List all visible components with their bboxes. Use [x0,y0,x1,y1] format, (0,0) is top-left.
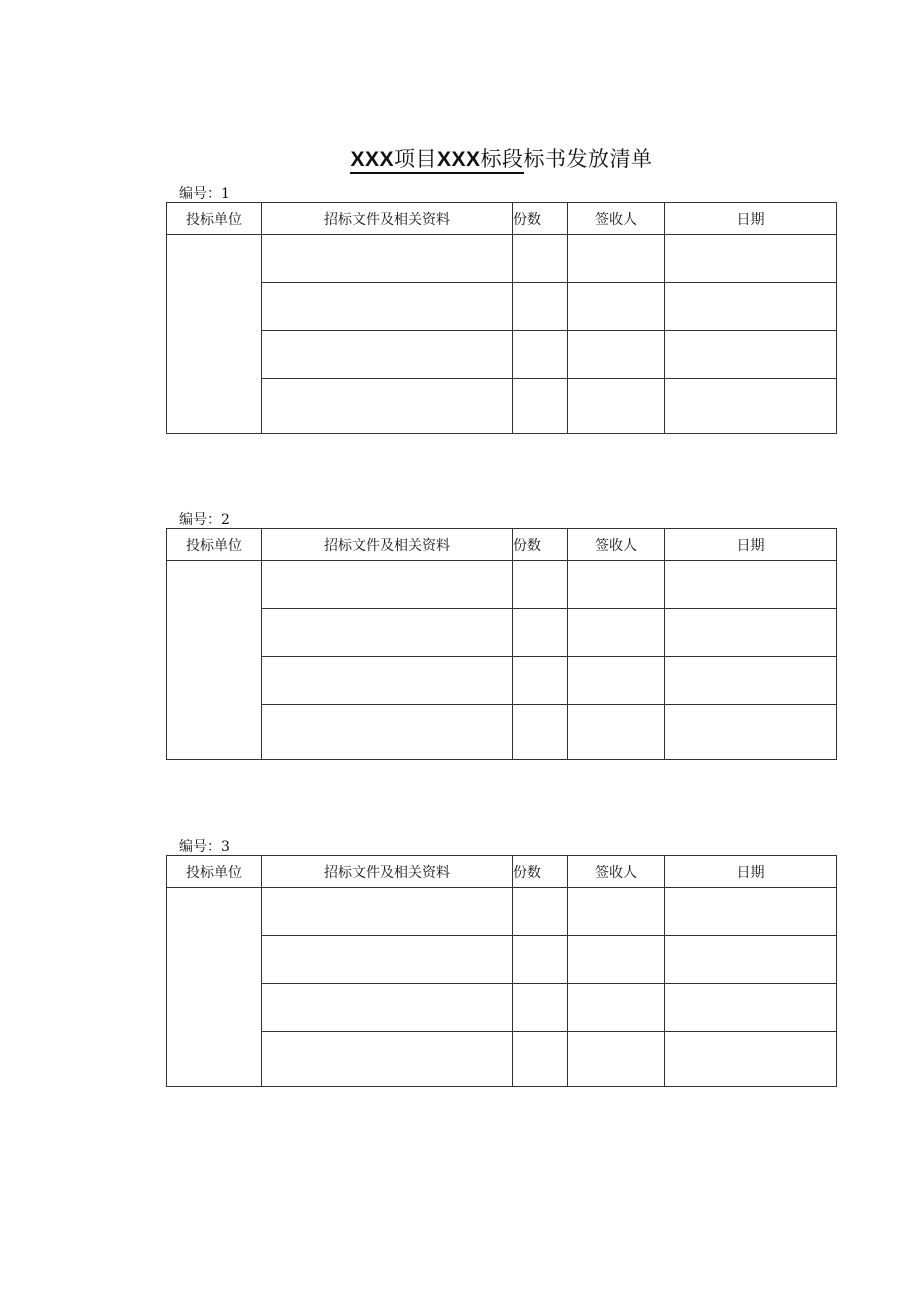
header-signee: 签收人 [568,529,665,561]
copies-cell[interactable] [513,235,568,283]
copies-cell[interactable] [513,561,568,609]
documents-cell[interactable] [262,609,513,657]
date-cell[interactable] [665,657,837,705]
header-documents: 招标文件及相关资料 [262,856,513,888]
bidder-cell[interactable] [167,888,262,1087]
copies-cell[interactable] [513,657,568,705]
table-row [167,331,837,379]
date-cell[interactable] [665,331,837,379]
issue-table [166,855,837,1087]
issue-table [166,528,837,760]
header-signee: 签收人 [568,856,665,888]
signee-cell[interactable] [568,705,665,760]
signee-cell[interactable] [568,984,665,1032]
table-row [167,984,837,1032]
documents-cell[interactable] [262,235,513,283]
documents-cell[interactable] [262,936,513,984]
date-cell[interactable] [665,609,837,657]
documents-cell[interactable] [262,561,513,609]
signee-cell[interactable] [568,888,665,936]
signee-cell[interactable] [568,657,665,705]
document-title [0,143,920,173]
signee-cell[interactable] [568,331,665,379]
table-header-row [167,856,837,888]
title-project-placeholder: XXX [350,148,394,171]
documents-cell[interactable] [262,283,513,331]
table-header-row [167,529,837,561]
header-documents: 招标文件及相关资料 [262,529,513,561]
header-copies: 份数 [513,203,568,235]
header-bidder: 投标单位 [167,203,262,235]
title-project-word: 项目 [394,147,437,171]
title-section-word: 标段 [480,147,524,171]
table-row [167,705,837,760]
title-list-name: 标书发放清单 [523,147,653,171]
issue-table [166,202,837,434]
table-row [167,1032,837,1087]
header-copies: 份数 [513,856,568,888]
documents-cell[interactable] [262,331,513,379]
signee-cell[interactable] [568,283,665,331]
header-copies: 份数 [513,529,568,561]
copies-cell[interactable] [513,379,568,434]
table-header-row [167,203,837,235]
date-cell[interactable] [665,561,837,609]
documents-cell[interactable] [262,1032,513,1087]
table-row [167,561,837,609]
copies-cell[interactable] [513,331,568,379]
signee-cell[interactable] [568,379,665,434]
date-cell[interactable] [665,379,837,434]
table-row [167,283,837,331]
copies-cell[interactable] [513,609,568,657]
signee-cell[interactable] [568,235,665,283]
signee-cell[interactable] [568,936,665,984]
documents-cell[interactable] [262,705,513,760]
header-bidder: 投标单位 [167,856,262,888]
title-section-placeholder: XXX [437,148,481,171]
section-number-label: 编号：3 [179,839,230,855]
date-cell[interactable] [665,283,837,331]
table-row [167,657,837,705]
copies-cell[interactable] [513,984,568,1032]
table-row [167,379,837,434]
document-title-underlined [350,147,523,174]
copies-cell[interactable] [513,283,568,331]
table-row [167,888,837,936]
date-cell[interactable] [665,936,837,984]
copies-cell[interactable] [513,936,568,984]
bidder-cell[interactable] [167,235,262,434]
section-number-label: 编号：2 [179,512,230,528]
date-cell[interactable] [665,984,837,1032]
copies-cell[interactable] [513,1032,568,1087]
header-date: 日期 [665,856,837,888]
header-documents: 招标文件及相关资料 [262,203,513,235]
documents-cell[interactable] [262,657,513,705]
date-cell[interactable] [665,235,837,283]
copies-cell[interactable] [513,888,568,936]
table-row [167,235,837,283]
date-cell[interactable] [665,888,837,936]
header-signee: 签收人 [568,203,665,235]
copies-cell[interactable] [513,705,568,760]
date-cell[interactable] [665,1032,837,1087]
documents-cell[interactable] [262,379,513,434]
signee-cell[interactable] [568,1032,665,1087]
documents-cell[interactable] [262,888,513,936]
header-date: 日期 [665,203,837,235]
bidder-cell[interactable] [167,561,262,760]
signee-cell[interactable] [568,609,665,657]
date-cell[interactable] [665,705,837,760]
signee-cell[interactable] [568,561,665,609]
table-row [167,609,837,657]
header-date: 日期 [665,529,837,561]
documents-cell[interactable] [262,984,513,1032]
header-bidder: 投标单位 [167,529,262,561]
table-row [167,936,837,984]
section-number-label: 编号：1 [179,186,230,202]
